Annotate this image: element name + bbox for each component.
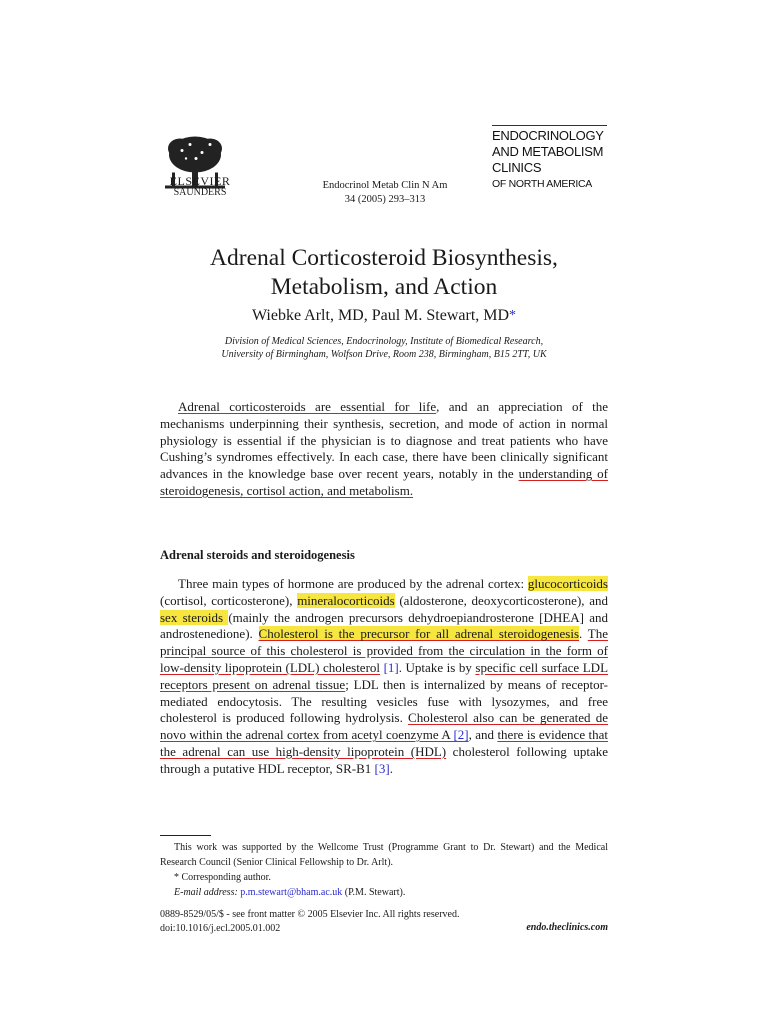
abstract <box>160 399 608 500</box>
footnote-rule <box>160 835 211 836</box>
body-text: Three main types of hormone are produced by the adrenal cortex: <box>178 576 528 591</box>
title-line1: Adrenal Corticosteroid Biosynthesis, <box>210 245 558 271</box>
article-title <box>160 244 608 302</box>
abstract-underline-1: Adrenal corticosteroids are essential for life <box>178 399 437 414</box>
authors <box>160 306 608 326</box>
journal-name <box>492 128 642 192</box>
corresponding-author-link[interactable]: * <box>509 308 517 323</box>
abstract-underline-2: understanding of steroidogenesis, cortisol action, and metabolism. <box>160 466 608 498</box>
highlight-sex-steroids: sex steroids <box>160 609 229 625</box>
citation-line1: Endocrinol Metab Clin N Am <box>322 180 448 191</box>
section-heading: Adrenal steroids and steroidogenesis <box>160 548 355 562</box>
underline-ldl-source: The principal source of this cholesterol is provided from the circulation in the form of low-density lipoprotein (LDL) cholesterol <box>160 626 608 675</box>
body-text: (mainly the androgen precursors dehydroepiandrosterone [DHEA] and androstenedione). <box>160 609 608 642</box>
email-suffix: (P.M. Stewart). <box>342 887 406 898</box>
affiliation-line1: Division of Medical Sciences, Endocrinology, Institute of Biomedical Research, <box>224 336 544 347</box>
journal-line2: AND METABOLISM <box>492 144 604 159</box>
footnote-funding: This work was supported by the Wellcome Trust (Programme Grant to Dr. Stewart) and the Medical Research Council (Senior Clinical Fellowship to Dr. Arlt). <box>160 842 608 868</box>
body-text: ; LDL then is internalized by means of receptor-mediated endocytosis. The resulting vesicles fuse with lysozymes, and free cholesterol is produced following hydrolysis. <box>160 676 609 726</box>
highlight-mineralocorticoids: mineralocorticoids <box>297 592 395 608</box>
reference-link-3[interactable]: [3] <box>374 760 390 776</box>
email-label: E-mail address: <box>174 887 238 898</box>
underline-de-novo: Cholesterol also can be generated de novo within the adrenal cortex from acetyl coenzyme A <box>160 710 608 743</box>
doi: doi:10.1016/j.ecl.2005.01.002 <box>160 923 281 934</box>
author-names: Wiebke Arlt, MD, Paul M. Stewart, MD <box>251 307 510 324</box>
journal-website[interactable]: endo.theclinics.com <box>526 922 608 933</box>
publisher-line1: ELSEVIER <box>169 174 231 188</box>
copyright-line1: 0889-8529/05/$ - see front matter © 2005 Elsevier Inc. All rights reserved. <box>160 909 460 920</box>
body-text: . <box>389 760 393 776</box>
body-text: cholesterol following uptake through a putative HDL receptor, SR-B1 <box>160 743 608 776</box>
reference-link-1[interactable]: [1] <box>383 659 399 675</box>
body-paragraph <box>160 576 608 778</box>
highlight-cholesterol-precursor: Cholesterol is the precursor for all adrenal steroidogenesis <box>258 626 579 642</box>
body-text: (aldosterone, deoxycorticosterone), and <box>394 592 608 608</box>
copyright <box>160 908 459 936</box>
body-text: , and <box>468 727 498 743</box>
journal-citation <box>290 179 480 207</box>
journal-rule <box>492 125 607 126</box>
footnote-corresponding: * Corresponding author. <box>174 872 271 883</box>
journal-line3: CLINICS <box>492 160 542 175</box>
citation-line2: 34 (2005) 293–313 <box>344 194 426 205</box>
reference-link-2[interactable]: [2] <box>453 727 469 743</box>
body-text: . Uptake is by <box>398 659 476 675</box>
body-text: . <box>579 626 588 642</box>
underline-ldl-receptors: specific cell surface LDL receptors present on adrenal tissue <box>160 659 609 692</box>
footnotes <box>160 840 608 900</box>
affiliation-line2: University of Birmingham, Wolfson Drive, Room 238, Birmingham, B15 2TT, UK <box>221 349 547 360</box>
journal-line1: ENDOCRINOLOGY <box>492 128 604 143</box>
abstract-text-1: , and an appreciation of the mechanisms underpinning their synthesis, secretion, and mode of action in normal physiology is essential if the physician is to diagnose and treat patients who have Cushing’s syndromes effectively. In each case, there have been clinically significant advances in the knowledge base over recent years, notably in the <box>160 399 608 482</box>
affiliation <box>160 335 608 361</box>
underline-hdl: there is evidence that the adrenal can use high-density lipoprotein (HDL) <box>160 727 608 759</box>
highlight-glucocorticoids: glucocorticoids <box>527 576 608 591</box>
title-line2: Metabolism, and Action <box>270 274 498 300</box>
email-link[interactable]: p.m.stewart@bham.ac.uk <box>240 887 343 898</box>
body-text: (cortisol, corticosterone), <box>160 592 298 608</box>
journal-line4: OF NORTH AMERICA <box>492 178 593 190</box>
publisher-name <box>160 176 240 198</box>
publisher-line2: SAUNDERS <box>173 187 227 198</box>
footnote-email <box>160 885 608 900</box>
